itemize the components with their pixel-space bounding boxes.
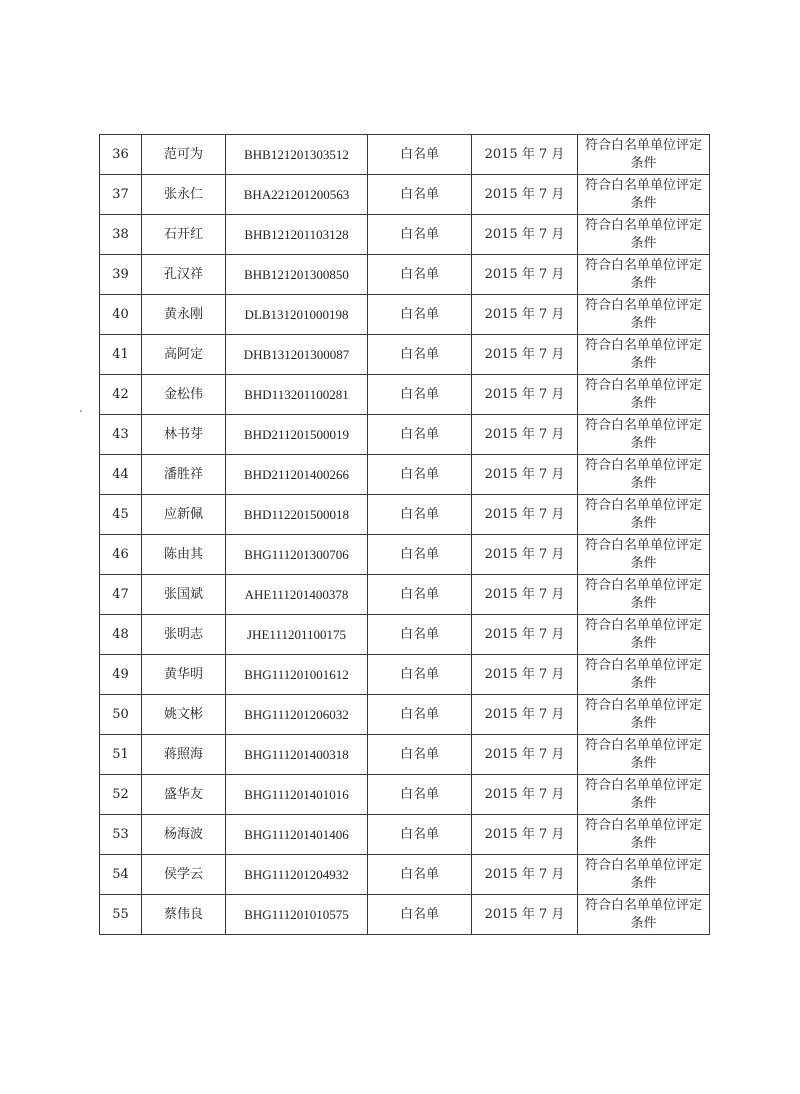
row-number-cell: 52 <box>100 775 142 815</box>
list-type-cell: 白名单 <box>368 855 472 895</box>
list-type-cell: 白名单 <box>368 775 472 815</box>
certificate-code-cell: DLB131201000198 <box>226 295 368 335</box>
row-number-cell: 37 <box>100 175 142 215</box>
remark-cell <box>578 175 710 215</box>
list-type-cell: 白名单 <box>368 135 472 175</box>
person-name-cell: 黄华明 <box>142 655 226 695</box>
remark-cell <box>578 255 710 295</box>
date-cell: 2015 年 7 月 <box>472 575 578 615</box>
certificate-code-cell: BHD112201500018 <box>226 495 368 535</box>
table-row <box>100 735 710 775</box>
list-type-cell: 白名单 <box>368 495 472 535</box>
certificate-code-cell: BHG111201400318 <box>226 735 368 775</box>
scan-speck <box>80 410 82 412</box>
date-cell: 2015 年 7 月 <box>472 735 578 775</box>
date-cell: 2015 年 7 月 <box>472 295 578 335</box>
certificate-code-cell: BHG111201300706 <box>226 535 368 575</box>
certificate-code-cell: BHG111201401016 <box>226 775 368 815</box>
row-number-cell: 36 <box>100 135 142 175</box>
person-name-cell: 张明志 <box>142 615 226 655</box>
certificate-code-cell: AHE111201400378 <box>226 575 368 615</box>
remark-cell <box>578 335 710 375</box>
remark-cell <box>578 615 710 655</box>
remark-cell <box>578 415 710 455</box>
certificate-code-cell: BHB121201300850 <box>226 255 368 295</box>
remark-cell <box>578 695 710 735</box>
list-type-cell: 白名单 <box>368 735 472 775</box>
person-name-cell: 姚文彬 <box>142 695 226 735</box>
table-row <box>100 575 710 615</box>
remark-text: 符合白名单单位评定条件 <box>584 737 702 771</box>
list-type-cell: 白名单 <box>368 455 472 495</box>
table-row <box>100 775 710 815</box>
certificate-code-cell: BHA221201200563 <box>226 175 368 215</box>
table-row <box>100 895 710 935</box>
date-cell: 2015 年 7 月 <box>472 695 578 735</box>
table-row <box>100 295 710 335</box>
certificate-code-cell: BHG111201001612 <box>226 655 368 695</box>
remark-cell <box>578 735 710 775</box>
remark-cell <box>578 895 710 935</box>
remark-cell <box>578 775 710 815</box>
remark-text: 符合白名单单位评定条件 <box>584 257 702 291</box>
table-body <box>100 135 710 935</box>
remark-cell <box>578 455 710 495</box>
remark-text: 符合白名单单位评定条件 <box>584 457 702 491</box>
row-number-cell: 40 <box>100 295 142 335</box>
list-type-cell: 白名单 <box>368 695 472 735</box>
table-row <box>100 335 710 375</box>
person-name-cell: 张永仁 <box>142 175 226 215</box>
date-cell: 2015 年 7 月 <box>472 455 578 495</box>
row-number-cell: 54 <box>100 855 142 895</box>
person-name-cell: 孔汉祥 <box>142 255 226 295</box>
table-row <box>100 615 710 655</box>
certificate-code-cell: BHG111201206032 <box>226 695 368 735</box>
date-cell: 2015 年 7 月 <box>472 255 578 295</box>
remark-text: 符合白名单单位评定条件 <box>584 657 702 691</box>
table-row <box>100 455 710 495</box>
remark-cell <box>578 375 710 415</box>
date-cell: 2015 年 7 月 <box>472 135 578 175</box>
list-type-cell: 白名单 <box>368 375 472 415</box>
row-number-cell: 38 <box>100 215 142 255</box>
person-name-cell: 高阿定 <box>142 335 226 375</box>
remark-cell <box>578 575 710 615</box>
row-number-cell: 45 <box>100 495 142 535</box>
person-name-cell: 陈由其 <box>142 535 226 575</box>
date-cell: 2015 年 7 月 <box>472 175 578 215</box>
list-type-cell: 白名单 <box>368 575 472 615</box>
list-type-cell: 白名单 <box>368 535 472 575</box>
date-cell: 2015 年 7 月 <box>472 895 578 935</box>
row-number-cell: 48 <box>100 615 142 655</box>
list-type-cell: 白名单 <box>368 815 472 855</box>
person-name-cell: 应新佩 <box>142 495 226 535</box>
remark-text: 符合白名单单位评定条件 <box>584 177 702 211</box>
remark-text: 符合白名单单位评定条件 <box>584 337 702 371</box>
list-type-cell: 白名单 <box>368 335 472 375</box>
list-type-cell: 白名单 <box>368 655 472 695</box>
remark-cell <box>578 295 710 335</box>
row-number-cell: 47 <box>100 575 142 615</box>
date-cell: 2015 年 7 月 <box>472 375 578 415</box>
table-row <box>100 135 710 175</box>
certificate-code-cell: JHE111201100175 <box>226 615 368 655</box>
row-number-cell: 39 <box>100 255 142 295</box>
table-row <box>100 255 710 295</box>
date-cell: 2015 年 7 月 <box>472 415 578 455</box>
list-type-cell: 白名单 <box>368 255 472 295</box>
table-row <box>100 815 710 855</box>
row-number-cell: 51 <box>100 735 142 775</box>
date-cell: 2015 年 7 月 <box>472 775 578 815</box>
row-number-cell: 49 <box>100 655 142 695</box>
row-number-cell: 46 <box>100 535 142 575</box>
person-name-cell: 蔡伟良 <box>142 895 226 935</box>
certificate-code-cell: BHG111201204932 <box>226 855 368 895</box>
date-cell: 2015 年 7 月 <box>472 215 578 255</box>
person-name-cell: 侯学云 <box>142 855 226 895</box>
remark-cell <box>578 855 710 895</box>
date-cell: 2015 年 7 月 <box>472 855 578 895</box>
table-row <box>100 215 710 255</box>
remark-text: 符合白名单单位评定条件 <box>584 497 702 531</box>
certificate-code-cell: BHD113201100281 <box>226 375 368 415</box>
remark-text: 符合白名单单位评定条件 <box>584 417 702 451</box>
whitelist-table <box>99 134 710 935</box>
remark-text: 符合白名单单位评定条件 <box>584 817 702 851</box>
date-cell: 2015 年 7 月 <box>472 615 578 655</box>
row-number-cell: 41 <box>100 335 142 375</box>
table-row <box>100 375 710 415</box>
remark-cell <box>578 495 710 535</box>
certificate-code-cell: BHB121201103128 <box>226 215 368 255</box>
certificate-code-cell: BHD211201500019 <box>226 415 368 455</box>
list-type-cell: 白名单 <box>368 295 472 335</box>
remark-text: 符合白名单单位评定条件 <box>584 297 702 331</box>
row-number-cell: 43 <box>100 415 142 455</box>
row-number-cell: 42 <box>100 375 142 415</box>
date-cell: 2015 年 7 月 <box>472 495 578 535</box>
certificate-code-cell: DHB131201300087 <box>226 335 368 375</box>
list-type-cell: 白名单 <box>368 615 472 655</box>
date-cell: 2015 年 7 月 <box>472 535 578 575</box>
remark-cell <box>578 135 710 175</box>
person-name-cell: 杨海波 <box>142 815 226 855</box>
person-name-cell: 林书芽 <box>142 415 226 455</box>
remark-text: 符合白名单单位评定条件 <box>584 897 702 931</box>
remark-cell <box>578 215 710 255</box>
remark-text: 符合白名单单位评定条件 <box>584 217 702 251</box>
date-cell: 2015 年 7 月 <box>472 335 578 375</box>
row-number-cell: 50 <box>100 695 142 735</box>
remark-text: 符合白名单单位评定条件 <box>584 857 702 891</box>
remark-cell <box>578 655 710 695</box>
person-name-cell: 金松伟 <box>142 375 226 415</box>
table-row <box>100 535 710 575</box>
row-number-cell: 55 <box>100 895 142 935</box>
remark-text: 符合白名单单位评定条件 <box>584 537 702 571</box>
person-name-cell: 黄永刚 <box>142 295 226 335</box>
table-row <box>100 495 710 535</box>
table-row <box>100 855 710 895</box>
remark-text: 符合白名单单位评定条件 <box>584 617 702 651</box>
person-name-cell: 张国斌 <box>142 575 226 615</box>
remark-text: 符合白名单单位评定条件 <box>584 577 702 611</box>
list-type-cell: 白名单 <box>368 895 472 935</box>
person-name-cell: 蒋照海 <box>142 735 226 775</box>
remark-cell <box>578 535 710 575</box>
remark-text: 符合白名单单位评定条件 <box>584 137 702 171</box>
remark-text: 符合白名单单位评定条件 <box>584 697 702 731</box>
person-name-cell: 石开红 <box>142 215 226 255</box>
certificate-code-cell: BHD211201400266 <box>226 455 368 495</box>
person-name-cell: 盛华友 <box>142 775 226 815</box>
table-row <box>100 655 710 695</box>
person-name-cell: 范可为 <box>142 135 226 175</box>
certificate-code-cell: BHB121201303512 <box>226 135 368 175</box>
remark-text: 符合白名单单位评定条件 <box>584 777 702 811</box>
date-cell: 2015 年 7 月 <box>472 815 578 855</box>
table-row <box>100 695 710 735</box>
certificate-code-cell: BHG111201401406 <box>226 815 368 855</box>
certificate-code-cell: BHG111201010575 <box>226 895 368 935</box>
list-type-cell: 白名单 <box>368 415 472 455</box>
remark-text: 符合白名单单位评定条件 <box>584 377 702 411</box>
person-name-cell: 潘胜祥 <box>142 455 226 495</box>
date-cell: 2015 年 7 月 <box>472 655 578 695</box>
row-number-cell: 44 <box>100 455 142 495</box>
table-row <box>100 175 710 215</box>
table-row <box>100 415 710 455</box>
list-type-cell: 白名单 <box>368 215 472 255</box>
list-type-cell: 白名单 <box>368 175 472 215</box>
row-number-cell: 53 <box>100 815 142 855</box>
remark-cell <box>578 815 710 855</box>
